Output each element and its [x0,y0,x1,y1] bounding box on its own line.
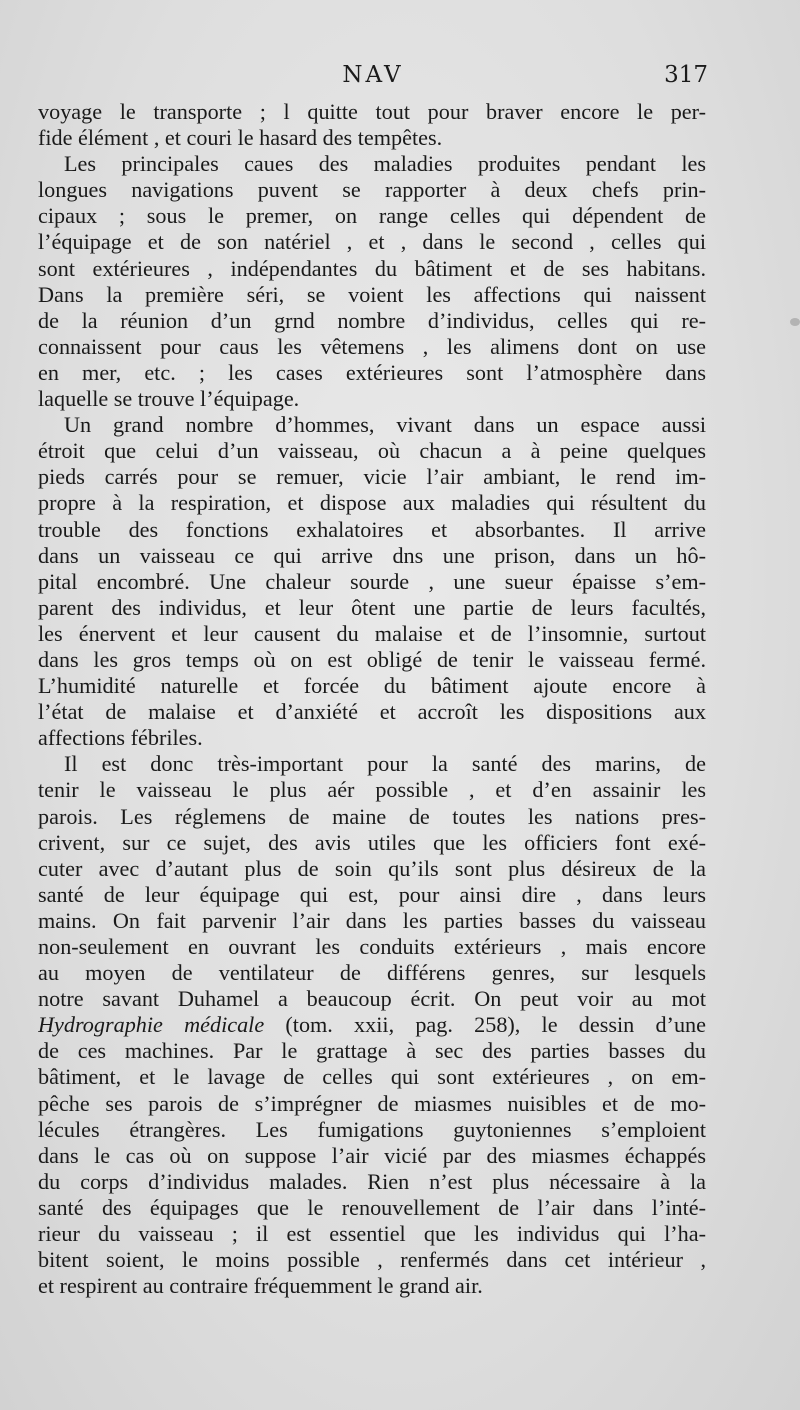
text-line: pital encombré. Une chaleur sourde , une sueur épaisse s’em- [38,568,706,594]
text-line: Dans la première séri, se voient les affections qui naissent [38,281,706,307]
ink-smudge [790,318,800,326]
text-line: longues navigations puvent se rapporter à deux chefs prin- [38,177,706,203]
text-line: voyage le transporte ; l quitte tout pour braver encore le per- [38,99,706,124]
text-line: bâtiment, et le lavage de celles qui sont extérieures , on em- [38,1064,706,1090]
text-line: L’humidité naturelle et forcée du bâtiment ajoute encore à [38,673,706,699]
text-line: crivent, sur ce sujet, des avis utiles que les officiers font exé- [38,829,706,855]
text-line: lécules étrangères. Les fumigations guytoniennes s’emploient [38,1116,706,1142]
text-line: connaissent pour caus les vêtemens , les alimens dont on use [38,333,706,359]
page-header [38,62,708,98]
text-line: notre savant Duhamel a beaucoup écrit. On peut voir au mot [38,986,706,1012]
text-line: laquelle se trouve l’équipage. [38,386,300,412]
text-line: cipaux ; sous le premer, on range celles qui dépendent de [38,203,706,229]
running-title: NAV [342,62,404,88]
text-line: au moyen de ventilateur de différens genres, sur lesquels [38,960,706,986]
text-line: non-seulement en ouvrant les conduits extérieurs , mais encore [38,934,706,959]
text-line: Les principales caues des maladies produites pendant les [64,151,706,177]
text-line: rieur du vaisseau ; il est essentiel que les individus qui l’ha- [38,1221,706,1247]
text-line: tenir le vaisseau le plus aér possible , et d’en assainir les [38,777,706,803]
text-line: pieds carrés pour se remuer, vicie l’air ambiant, le rend im- [38,464,706,490]
text-line: de la réunion d’un grnd nombre d’individus, celles qui re- [38,307,706,333]
text-line: cuter avec d’autant plus de soin qu’ils sont plus désireux de la [38,855,706,881]
text-line: et respirent au contraire fréquemment le grand air. [38,1273,483,1299]
text-line: fide élément , et couri le hasard des tempêtes. [38,125,443,151]
text-line: l’état de malaise et d’anxiété et accroît les dispositions aux [38,699,706,725]
text-line: bitent soient, le moins possible , renfermés dans cet intérieur , [38,1247,706,1273]
page-number: 317 [664,62,708,88]
text-line: sont extérieures , indépendantes du bâtiment et de ses habitans. [38,255,706,281]
text-line: en mer, etc. ; les cases extérieures sont l’atmosphère dans [38,359,706,385]
text-line: dans le cas où on suppose l’air vicié par des miasmes échappés [38,1142,706,1168]
text-line: étroit que celui d’un vaisseau, où chacun a à peine quelques [38,438,706,464]
text-line: santé de leur équipage qui est, pour ainsi dire , dans leurs [38,881,706,907]
text-line: trouble des fonctions exhalatoires et absorbantes. Il arrive [38,516,706,542]
text-line: Un grand nombre d’hommes, vivant dans un espace aussi [64,412,706,438]
text-line [38,1012,706,1038]
text-line: affections fébriles. [38,725,203,751]
text-line: du corps d’individus malades. Rien n’est plus nécessaire à la [38,1168,706,1194]
text-line: parent des individus, et leur ôtent une partie de leurs facultés, [38,594,706,620]
text-line: santé des équipages que le renouvellement de l’air dans l’inté- [38,1194,706,1220]
text-line: Il est donc très-important pour la santé des marins, de [64,751,706,777]
text-line: mains. On fait parvenir l’air dans les parties basses du vaisseau [38,907,706,933]
text-line: propre à la respiration, et dispose aux maladies qui résultent du [38,490,706,516]
text-line: pêche ses parois de s’imprégner de miasmes nuisibles et de mo- [38,1090,706,1116]
italic-title: Hydrographie médicale [38,1012,265,1038]
line-text: (tom. xxii, pag. 258), le dessin d’une [264,1012,706,1038]
text-line: parois. Les réglemens de maine de toutes les nations pres- [38,803,706,829]
text-line: l’équipage et de son natériel , et , dans le second , celles qui [38,229,706,255]
body-text [38,99,706,1299]
text-line: les énervent et leur causent du malaise et de l’insomnie, surtout [38,620,706,646]
text-line: dans un vaisseau ce qui arrive dns une prison, dans un hô- [38,542,706,568]
text-line: de ces machines. Par le grattage à sec des parties basses du [38,1038,706,1064]
text-line: dans les gros temps où on est obligé de tenir le vaisseau fermé. [38,646,706,672]
